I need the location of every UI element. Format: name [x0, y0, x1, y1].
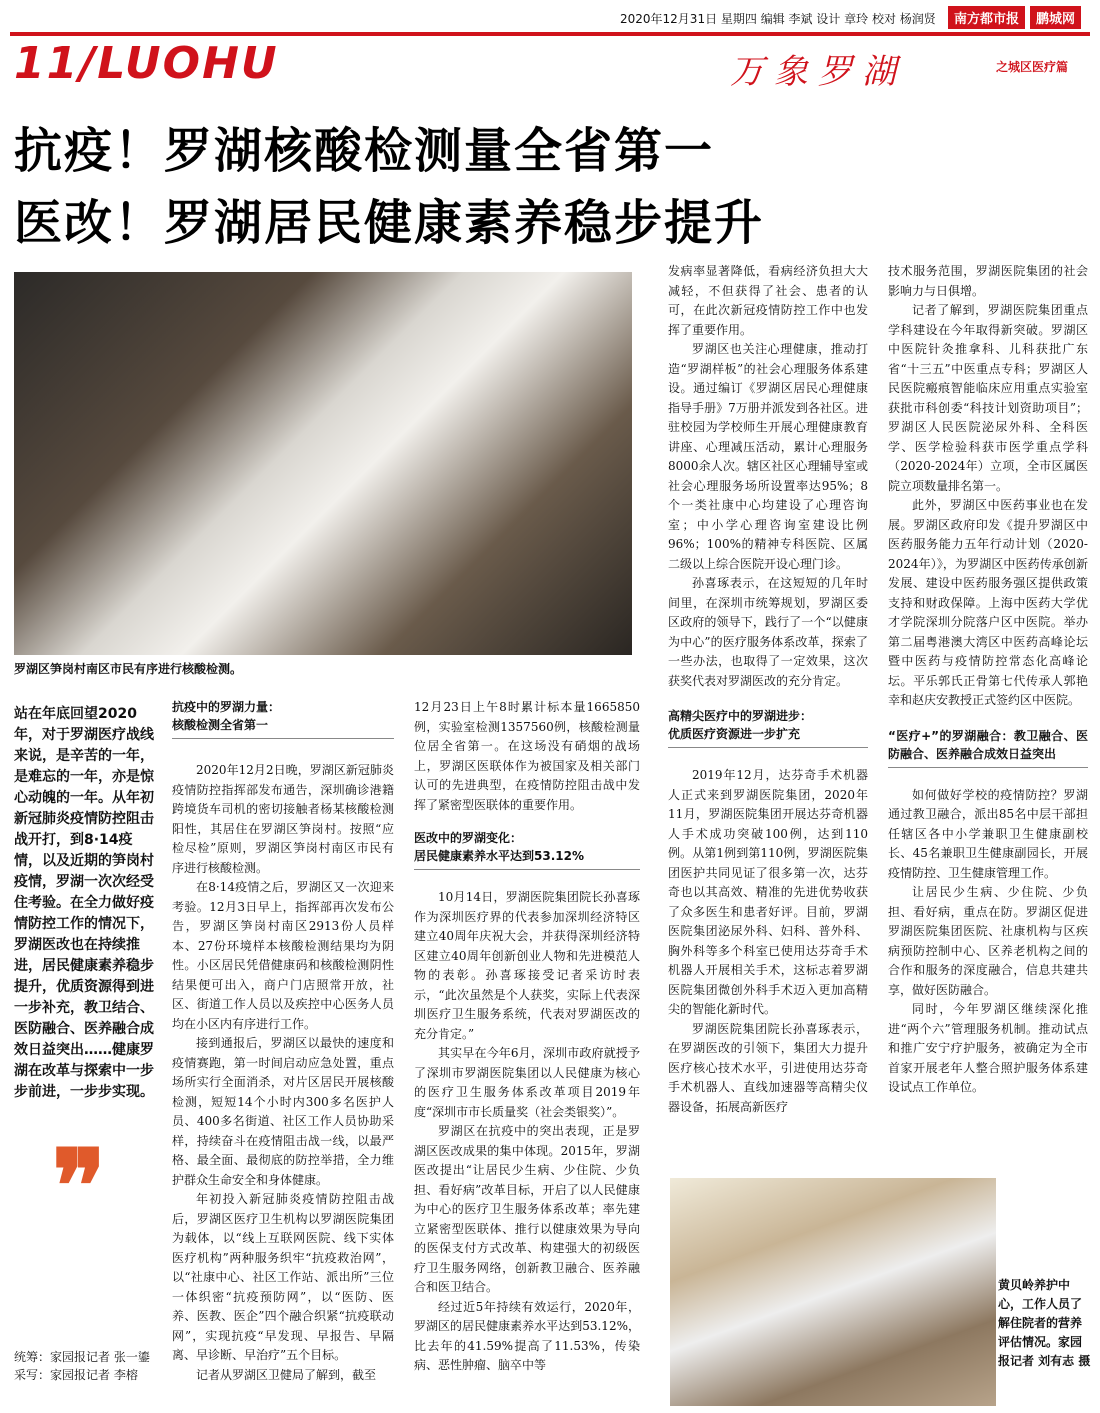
column-2: [172, 698, 394, 1385]
newspaper-logo: 南方都市报: [948, 6, 1025, 29]
paragraph: 经过近5年持续有效运行，2020年，罗湖区的居民健康素养水平达到53.12%，比去年的41.59%提高了11.53%，传染病、恶性肿瘤、脑卒中等: [414, 1299, 640, 1372]
section-subtitle: 之城区医疗篇: [996, 60, 1069, 74]
paragraph: 如何做好学校的疫情防控？罗湖通过教卫融合，派出85名中层干部担任辖区各中小学兼职卫生健康副校长、45名兼职卫生健康副园长，开展疫情防控、卫生健康管理工作。: [888, 787, 1088, 880]
paragraph: 孙喜琢表示，在这短短的几年时间里，在深圳市统筹规划，罗湖区委区政府的领导下，践行了一个“以健康为中心”的医疗服务体系改革，探索了一些办法，也取得了一定效果，这次获奖代表对罗湖医改的充分肯定。: [668, 576, 868, 688]
paragraph: 发病率显著降低，看病经济负担大大减轻，不但获得了社会、患者的认可，在此次新冠疫情防控工作中也发挥了重要作用。: [668, 264, 868, 337]
paragraph: 12月23日上午8时累计标本量1665850例，实验室检测1357560例，核酸检测量位居全省第一。在这场没有硝烟的战场上，罗湖区医联体作为被国家及相关部门认可的先进典型，在疫情防控阻击战中发挥了紧密型医联体的重要作用。: [414, 700, 640, 812]
paragraph: 记者从罗湖区卫健局了解到，截至: [196, 1367, 377, 1382]
top-info-bar: [0, 6, 1100, 28]
paragraph: 此外，罗湖区中医药事业也在发展。罗湖区政府印发《提升罗湖区中医药服务能力五年行动计划（2020-2024年）》，为罗湖区中医药传承创新发展、建设中医药服务强区提供政策支持和财政保障。上海中医药大学优才学院深圳分院落户区中医院。举办第二届粤港澳大湾区中医药高峰论坛暨中医药与疫情防控常态化高峰论坛。平乐郭氏正骨第七代传承人郭艳幸和赵庆安教授正式签约区中医院。: [888, 498, 1088, 707]
paragraph: 在8·14疫情之后，罗湖区又一次迎来考验。12月3日早上，指挥部再次发布公告，罗湖区笋岗村南区2913份人员样本、27份环境样本核酸检测结果均为阴性。小区居民凭借健康码和核酸检测阴性结果便可出入，商户门店照常开放，社区、街道工作人员以及疾控中心医务人员均在小区内有序进行工作。: [172, 880, 394, 1031]
paragraph: 10月14日，罗湖医院集团院长孙喜琢作为深圳医疗界的代表参加深圳经济特区建立40周年庆祝大会，并获得深圳经济特区建立40周年创新创业人物和先进模范人物的表彰。孙喜琢接受记者采访时表示，“此次虽然是个人获奖，实际上代表深圳医疗卫生服务系统，代表对罗湖医改的充分肯定。”: [414, 890, 640, 1041]
headline-line-2: 医改！罗湖居民健康素养稳步提升: [14, 195, 765, 251]
section-name: 万象罗湖: [730, 52, 906, 92]
photo-caption-2: 黄贝岭养护中心，工作人员了解住院者的营养评估情况。家园报记者 刘有志 摄: [998, 1278, 1091, 1368]
paragraph: 2019年12月，达芬奇手术机器人正式来到罗湖医院集团，2020年11月，罗湖医院集团开展达芬奇机器人手术成功突破100例，达到110例。从第1例到第110例，罗湖医院集团医护共同见证了很多第一次，达芬奇也以其高效、精准的先进优势收获了众多医生和患者好评。目前，罗湖医院集团泌尿外科、妇科、普外科、胸外科等多个科室已使用达芬奇手术机器人开展相关手术，这标志着罗湖医院集团微创外科手术迈入更加高精尖的智能化新时代。: [668, 768, 868, 1016]
column-3: [414, 698, 640, 1376]
paragraph: 技术服务范围，罗湖医院集团的社会影响力与日俱增。: [888, 264, 1088, 298]
subhead-line: 居民健康素养水平达到53.12%: [414, 849, 584, 863]
page-label: 11/LUOHU: [14, 38, 279, 89]
subhead-reform: [414, 829, 640, 870]
paragraph: 记者了解到，罗湖医院集团重点学科建设在今年取得新突破。罗湖区中医院针灸推拿科、儿科获批广东省“十三五”中医重点专科；罗湖区人民医院瘢痕智能临床应用重点实验室获批市科创委“科技计划资助项目”；罗湖区人民医院泌尿外科、全科医学、医学检验科获市医学重点学科（2020-2024年）立项，全市区属医院立项数量排名第一。: [888, 303, 1088, 493]
subhead-line: 优质医疗资源进一步扩充: [668, 727, 801, 741]
subhead-anti-epidemic: [172, 698, 394, 739]
subhead-line: 高精尖医疗中的罗湖进步：: [668, 709, 813, 723]
app-logo: 鹏城网: [1030, 6, 1081, 29]
paragraph: 年初投入新冠肺炎疫情防控阻击战后，罗湖区医疗卫生机构以罗湖医院集团为载体，以“线上互联网医院、线下实体医疗机构”两种服务织牢“抗疫救治网”，以“社康中心、社区工作站、派出所”三位一体织密“抗疫预防网”，以“医防、医养、医教、医企”四个融合织紧“抗疫联动网”，实现抗疫“早发现、早报告、早隔离、早诊断、早治疗”五个目标。: [172, 1192, 394, 1362]
paragraph: 让居民少生病、少住院、少负担、看好病，重点在防。罗湖区促进罗湖医院集团医院、社康机构与区疾病预防控制中心、区养老机构之间的合作和服务的深度融合，信息共建共享，做好医防融合。: [888, 885, 1088, 997]
paragraph: 同时，今年罗湖区继续深化推进“两个六”管理服务机制。推动试点和推广安宁疗护服务，被确定为全市首家开展老年人整合照护服务体系建设试点工作单位。: [888, 1002, 1088, 1094]
paragraph: 罗湖区在抗疫中的突出表现，正是罗湖区医改成果的集中体现。2015年，罗湖医改提出“让居民少生病、少住院、少负担、看好病”改革目标，开启了以人民健康为中心的医疗卫生服务体系改革；率先建立紧密型医联体、推行以健康效果为导向的医保支付方式改革、构建强大的初级医疗卫生服务网络，创新教卫融合、医养融合和医卫结合。: [414, 1124, 640, 1294]
subhead-integration: “医疗+”的罗湖融合：教卫融合、医防融合、医养融合成效日益突出: [888, 727, 1088, 768]
credit-reporter: 采写：家园报记者 李榕: [14, 1368, 138, 1382]
paragraph: 2020年12月2日晚，罗湖区新冠肺炎疫情防控指挥部发布通告，深圳确诊港籍跨境货车司机的密切接触者杨某核酸检测阳性，其居住在罗湖区笋岗村。按照“应检尽检”原则，罗湖区笋岗村南区市民有序进行核酸检测。: [172, 763, 394, 875]
quote-mark-icon: ❞: [52, 1127, 106, 1245]
column-4: [668, 262, 868, 1117]
credits: [14, 1348, 150, 1384]
subhead-line: 核酸检测全省第一: [172, 718, 269, 732]
nursing-center-photo: [670, 1178, 996, 1406]
paragraph: 罗湖区也关注心理健康，推动打造“罗湖样板”的社会心理服务体系建设。通过编订《罗湖区居民心理健康指导手册》7万册并派发到各社区。进驻校园为学校师生开展心理健康教育讲座、心理减压活动，累计心理服务8000余人次。辖区社区心理辅导室或社会心理服务场所设置率达95%；8个一类社康中心均建设了心理咨询室；中小学心理咨询室建设比例96%；100%的精神专科医院、区属二级以上综合医院开设心理门诊。: [668, 342, 868, 571]
paragraph: 罗湖医院集团院长孙喜琢表示，在罗湖医改的引领下，集团大力提升医疗核心技术水平，引进使用达芬奇手术机器人、直线加速器等高精尖仪器设备，拓展高新医疗: [668, 1021, 868, 1114]
paragraph: 其实早在今年6月，深圳市政府就授予了深圳市罗湖医院集团以人民健康为核心的医疗卫生服务体系改革项目2019年度“深圳市市长质量奖（社会类银奖）”。: [414, 1046, 640, 1119]
intro-text: 站在年底回望2020年，对于罗湖医疗战线来说，是辛苦的一年，是难忘的一年，亦是惊心动魄的一年。从年初新冠肺炎疫情防控阻击战开打，到8·14疫情，以及近期的笋岗村疫情，罗湖一次次经受住考验。在全力做好疫情防控工作的情况下，罗湖医改也在持续推进，居民健康素养稳步提升，优质资源得到进一步补充，教卫结合、医防融合、医养融合成效日益突出……健康罗湖在改革与探索中一步步前进，一步步实现。: [14, 706, 154, 1100]
subhead-line: 医改中的罗湖变化：: [414, 831, 523, 845]
column-5: [888, 262, 1088, 1098]
credit-editor: 统筹：家园报记者 张一鎏: [14, 1350, 150, 1364]
subhead-line: 抗疫中的罗湖力量：: [172, 700, 281, 714]
header-rule: [10, 32, 1090, 36]
date-line: 2020年12月31日 星期四 编辑 李斌 设计 章玲 校对 杨润贤: [620, 12, 936, 26]
subhead-high-tech: [668, 707, 868, 748]
photo-caption: 罗湖区笋岗村南区市民有序进行核酸检测。: [14, 662, 243, 676]
headline-line-1: 抗疫！罗湖核酸检测量全省第一: [14, 123, 715, 179]
nucleic-test-photo: [14, 272, 632, 655]
paragraph: 接到通报后，罗湖区以最快的速度和疫情赛跑，第一时间启动应急处置，重点场所实行全面消杀，对片区居民开展核酸检测，短短14个小时内300多名医护人员、400多名街道、社区工作人员协助采样，持续奋斗在疫情阻击战一线，以最严格、最全面、最彻底的防控举措，全力维护群众生命安全和身体健康。: [172, 1036, 394, 1187]
